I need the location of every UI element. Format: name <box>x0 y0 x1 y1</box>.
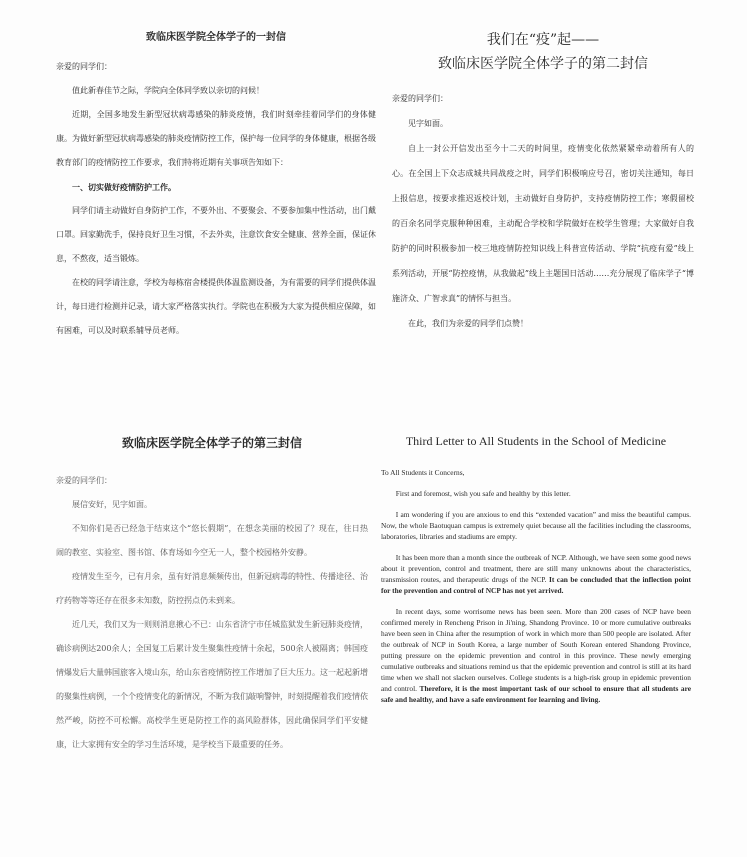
letter-three-paragraph: 疫情发生至今，已有月余，虽有好消息频频传出，但新冠病毒的特性、传播途径、治疗药物等等还存在很多未知数，防控拐点仍未到来。 <box>56 572 368 605</box>
letter-two-title-line1: 我们在“疫”起—— <box>486 32 600 48</box>
letter-four-bold-text: Therefore, it is the most important task of our school to ensure that all students are safe and healthy, and have a safe environment for learning and living. <box>381 684 691 704</box>
letter-two-paragraph: 见字如面。 <box>408 119 448 128</box>
letter-two-title-line2: 致临床医学院全体学子的第二封信 <box>438 56 648 72</box>
letter-two-paragraph: 自上一封公开信发出至今十二天的时间里，疫情变化依然紧紧牵动着所有人的心。在全国上下众志成城共同战疫之时，同学们积极响应号召，密切关注通知，每日上报信息，按要求推迟返校计划，主动做好自身防护，支持疫情防控工作；寒假留校的百余名同学克服种种困难，主动配合学校和学院做好在校学生管理；大家做好自我防护的同时积极参加一校三地疫情防控知识线上科普宣传活动、学院“抗疫有爱”线上系列活动，开展“防控疫情，从我做起”线上主题国日活动……充分展现了临床学子“博施济众、广智求真”的情怀与担当。 <box>392 144 694 303</box>
letter-three-title: 致临床医学院全体学子的第三封信 <box>121 436 302 450</box>
letter-four-english <box>381 428 691 848</box>
letter-three-paragraph: 不知你们是否已经急于结束这个“悠长假期”，在想念美丽的校园了？现在，往日热闹的教室、实验室、图书馆、体育场如今空无一人，整个校园格外安静。 <box>56 524 368 557</box>
letter-four-bold-text: It can be concluded that the inflection point for the prevention and control of NCP has not yet arrived. <box>381 575 691 595</box>
letter-two-salutation: 亲爱的同学们： <box>392 94 448 103</box>
letter-three <box>56 428 368 848</box>
letter-one <box>56 20 376 400</box>
letter-four-paragraph: First and foremost, wish you safe and healthy by this letter. <box>395 489 571 498</box>
letter-four-title: Third Letter to All Students in the School of Medicine <box>405 434 667 448</box>
letter-one-heading: 一、切实做好疫情防护工作。 <box>72 182 176 192</box>
letter-two-title <box>392 28 694 76</box>
letter-one-paragraph: 在校的同学请注意，学校为每栋宿舍楼提供体温监测设备，为有需要的同学们提供体温计，每日进行检测并记录，请大家严格落实执行。学院也在积极为大家为提供相应保障，如有困难，可以及时联系辅导员老师。 <box>56 278 376 335</box>
letter-four-paragraph <box>381 606 691 705</box>
letter-one-paragraph: 近期，全国多地发生新型冠状病毒感染的肺炎疫情，我们时刻牵挂着同学们的身体健康。为做好新型冠状病毒感染的肺炎疫情防控工作，保护每一位同学的身体健康，根据各级教育部门的疫情防控工作要求，我们特将近期有关事项告知如下： <box>56 110 376 167</box>
letter-one-title: 致临床医学院全体学子的一封信 <box>146 32 286 43</box>
letter-four-paragraph: I am wondering if you are anxious to end this “extended vacation” and miss the beautiful campus. Now, the whole Baotuquan campus is extremely quiet because all the facilities including the classrooms, laboratories, libraries and stadiums are empty. <box>381 510 691 541</box>
letter-one-salutation: 亲爱的同学们： <box>56 62 112 71</box>
letter-three-salutation: 亲爱的同学们： <box>56 476 112 485</box>
letter-four-paragraph <box>381 552 691 596</box>
letter-three-paragraph: 近几天，我们又为一则则消息揪心不已：山东省济宁市任城监狱发生新冠肺炎疫情，确诊病例达200余人；全国复工后累计发生聚集性疫情十余起，500余人被隔离；韩国疫情爆发后大量韩国旅客入境山东，给山东省疫情防控工作增加了巨大压力。这一起起新增的聚集性病例，一个个疫情变化的新情况，不断为我们敲响警钟，时刻提醒着我们疫情依然严峻，防控不可松懈。高校学生更是防控工作的高风险群体，因此确保同学们平安健康，让大家拥有安全的学习生活环境，是学校当下最重要的任务。 <box>56 620 368 749</box>
letter-two <box>392 20 694 400</box>
letter-four-text: It has been more than a month since the outbreak of NCP. Although, we have seen some good news about it prevention, control and treatment, there are still many unknowns about the characteristics, transmission routes, and therapeutic drugs of the NCP. <box>381 553 691 584</box>
letter-one-paragraph: 同学们请主动做好自身防护工作，不要外出、不要聚会、不要参加集中性活动，出门戴口罩。回家勤洗手，保持良好卫生习惯，不去外卖，注意饮食安全健康、营养全面，保证休息，不熬夜，适当锻炼。 <box>56 206 376 263</box>
letter-four-salutation: To All Students it Concerns, <box>381 468 465 477</box>
letter-two-paragraph: 在此，我们为亲爱的同学们点赞！ <box>408 319 528 328</box>
letter-three-paragraph: 展信安好，见字如面。 <box>72 500 152 509</box>
letter-four-text: In recent days, some worrisome news has been seen. More than 200 cases of NCP have been confirmed merely in Rencheng Prison in Ji'ning, Shandong Province. 10 or more cumulative outbreaks have been seen in China after the resumption of work in which more than 500 people are isolated. After the outbreak of NCP in South Korea, a large number of South Korean entered Shandong Province, putting pressure on the epidemic prevention and control in this province. These newly emerging cumulative outbreaks and situations remind us that the epidemic prevention and control is still at its hard time when we shall not slacken ourselves. College students is a high-risk group in epidemic prevention and control. <box>381 607 691 693</box>
letter-one-paragraph: 值此新春佳节之际，学院向全体同学致以亲切的问候！ <box>72 86 264 95</box>
